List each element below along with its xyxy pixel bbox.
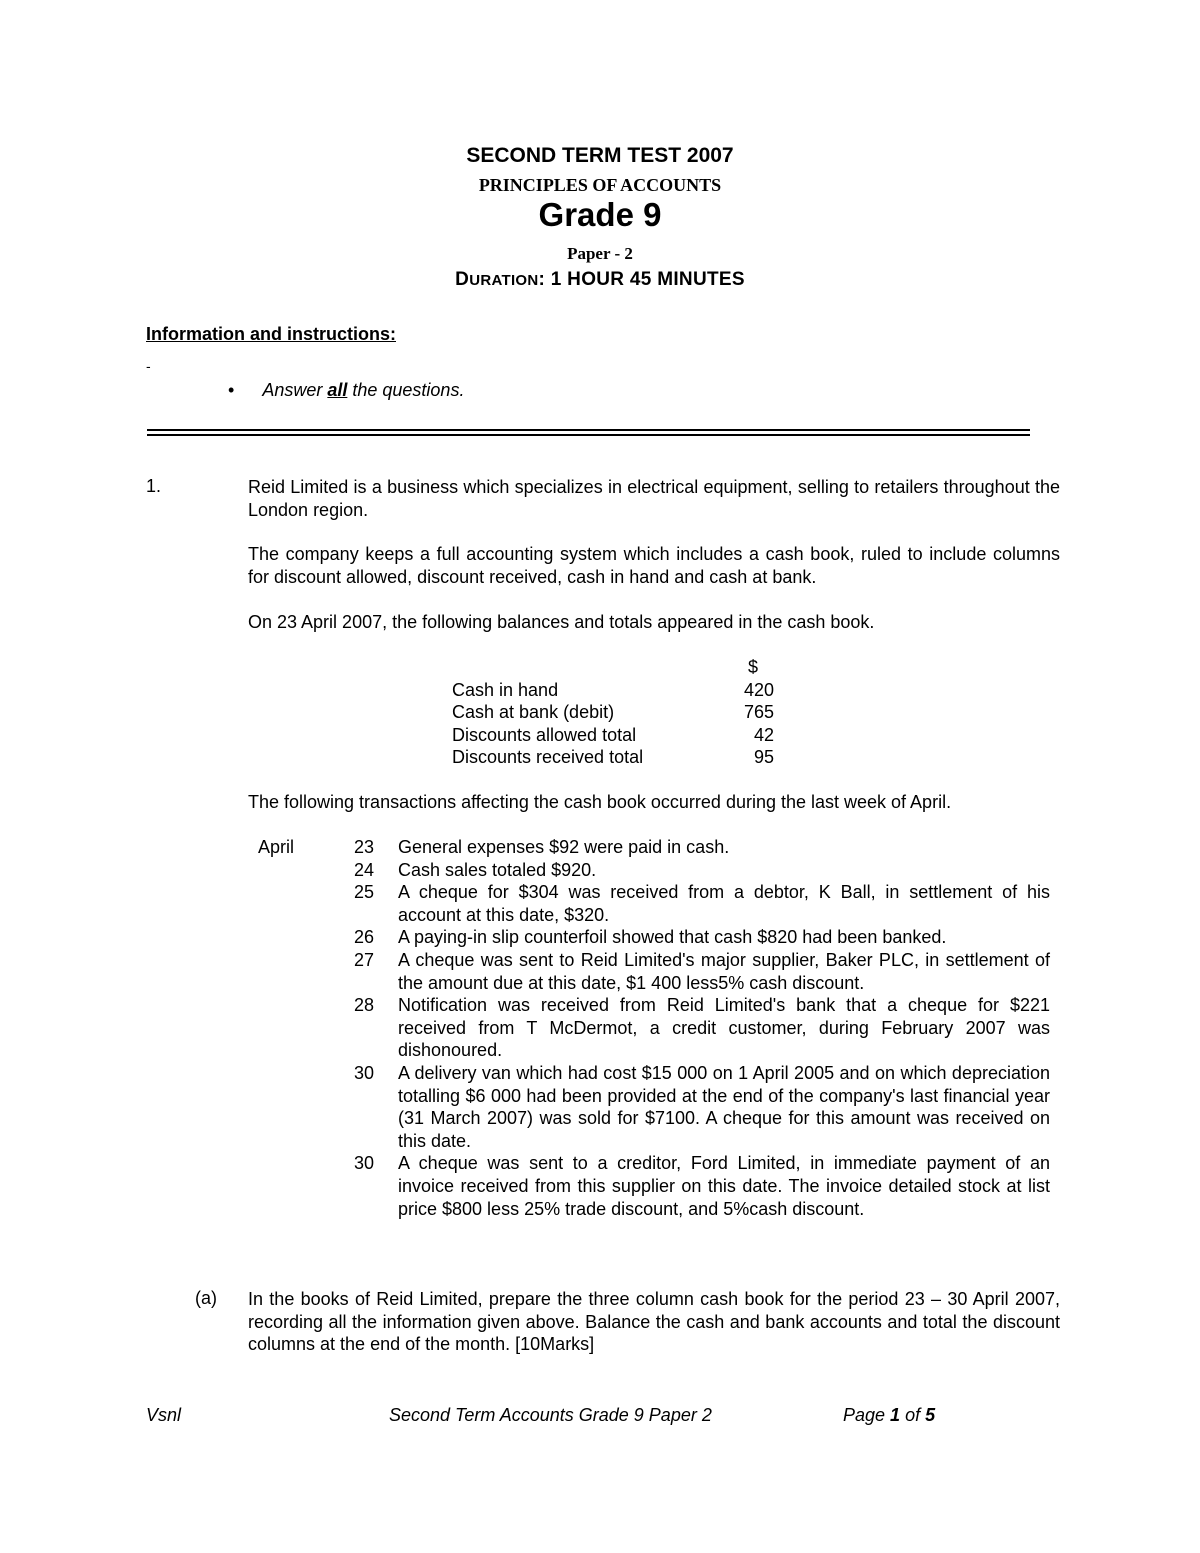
divider-rule — [147, 434, 1030, 436]
question-paragraph: Reid Limited is a business which specializes in electrical equipment, selling to retailers throughout the London region. — [248, 477, 1060, 520]
bullet-bold: all — [327, 380, 348, 400]
transaction-row — [258, 859, 1050, 882]
transaction-month: April — [258, 837, 295, 857]
duration-initial: D — [455, 269, 470, 290]
part-a-label: (a) — [195, 1288, 217, 1308]
balance-label: Cash at bank (debit) — [452, 702, 615, 722]
transactions-list — [258, 836, 1050, 1220]
transaction-day: 30 — [353, 1153, 375, 1174]
transaction-row — [258, 1062, 1050, 1152]
instructions-heading: Information and instructions: — [146, 324, 396, 344]
footer-center: Second Term Accounts Grade 9 Paper 2 — [389, 1405, 712, 1425]
transaction-text: A paying-in slip counterfoil showed that cash $820 had been banked. — [398, 927, 947, 948]
page-total: 5 — [925, 1405, 936, 1425]
page-mid: of — [900, 1405, 926, 1425]
transaction-row — [258, 926, 1050, 949]
bullet-pre: Answer — [262, 380, 328, 400]
transaction-text: General expenses $92 were paid in cash. — [398, 837, 730, 857]
transaction-month — [258, 1152, 330, 1220]
balance-row — [452, 724, 774, 747]
balance-row — [452, 701, 774, 724]
page-number — [843, 1405, 935, 1426]
transaction-day: 24 — [353, 859, 375, 880]
transaction-day: 30 — [353, 1062, 375, 1083]
transaction-text: A cheque was sent to a creditor, Ford Limited, in immediate payment of an invoice received from this supplier on this date. The invoice detailed stock at list price $800 less 25% trade discount, and 5%cash discount. — [398, 1153, 1050, 1219]
instruction-bullet — [228, 380, 464, 401]
balance-row — [452, 679, 774, 702]
transaction-text: Notification was received from Reid Limited's bank that a cheque for $221 received from T McDermot, a credit customer, during February 2007 was dishonoured. — [398, 995, 1050, 1061]
part-a-text: In the books of Reid Limited, prepare the three column cash book for the period 23 – 30 April 2007, recording all the information given above. Balance the cash and bank accounts and total the discount columns at the end of the month. [10Marks] — [248, 1289, 1060, 1355]
transaction-month — [258, 949, 330, 994]
transaction-day: 23 — [353, 837, 375, 857]
transaction-month — [258, 1062, 330, 1152]
balance-label: Discounts allowed total — [452, 724, 637, 745]
transaction-month — [258, 881, 330, 926]
transaction-month — [258, 859, 330, 882]
transaction-text: A cheque was sent to Reid Limited's major supplier, Baker PLC, in settlement of the amount due at this date, $1 400 less5% cash discount. — [398, 949, 1050, 993]
transaction-month — [258, 994, 330, 1062]
paper-label: Paper - 2 — [567, 244, 633, 263]
page-current: 1 — [890, 1405, 901, 1425]
subject-title: PRINCIPLES OF ACCOUNTS — [478, 175, 722, 195]
footer-left: Vsnl — [146, 1405, 182, 1425]
bullet-icon: • — [228, 380, 235, 400]
transaction-row — [258, 994, 1050, 1062]
question-paragraph: The company keeps a full accounting system which includes a cash book, ruled to include columns for discount allowed, discount received, cash in hand and cash at bank. — [248, 544, 1060, 587]
balance-label: Cash in hand — [452, 679, 559, 700]
transaction-row — [258, 1152, 1050, 1220]
question-number: 1. — [146, 476, 162, 496]
transaction-text: A delivery van which had cost $15 000 on 1 April 2005 and on which depreciation totalling $6 000 had been provided at the end of the company's last financial year (31 March 2007) was sold for $7100. A cheque for this amount was received on this date. — [398, 1062, 1050, 1151]
question-paragraph: On 23 April 2007, the following balances and totals appeared in the cash book. — [248, 612, 875, 632]
bullet-post: the questions. — [347, 380, 465, 400]
divider-rule — [147, 429, 1030, 431]
balance-value: 765 — [743, 702, 774, 722]
transaction-text: Cash sales totaled $920. — [398, 859, 597, 880]
balance-value: 95 — [753, 747, 774, 767]
transaction-month — [258, 926, 330, 949]
test-title: SECOND TERM TEST 2007 — [466, 144, 734, 167]
balance-label: Discounts received total — [452, 747, 644, 767]
grade-title: Grade 9 — [538, 196, 662, 233]
balance-row — [452, 746, 774, 769]
balance-value: 420 — [743, 679, 774, 700]
transaction-day: 27 — [353, 949, 375, 970]
transaction-row — [258, 949, 1050, 994]
transaction-day: 28 — [353, 995, 375, 1016]
transaction-text: A cheque for $304 was received from a debtor, K Ball, in settlement of his account at this date, $320. — [398, 882, 1050, 925]
duration-rest: URATION — [469, 272, 539, 289]
duration-value: : 1 HOUR 45 MINUTES — [538, 269, 745, 290]
transaction-day: 25 — [353, 882, 375, 903]
balances-table — [452, 656, 774, 769]
balance-value: 42 — [753, 724, 774, 745]
page-pre: Page — [843, 1405, 891, 1425]
transaction-row — [258, 881, 1050, 926]
question-paragraph: The following transactions affecting the cash book occurred during the last week of April. — [248, 792, 952, 812]
instructions-dash: - — [146, 358, 151, 374]
transaction-day: 26 — [353, 927, 375, 948]
balances-currency-header: $ — [747, 657, 758, 677]
transaction-row — [258, 836, 1050, 859]
duration-line — [0, 269, 1200, 291]
